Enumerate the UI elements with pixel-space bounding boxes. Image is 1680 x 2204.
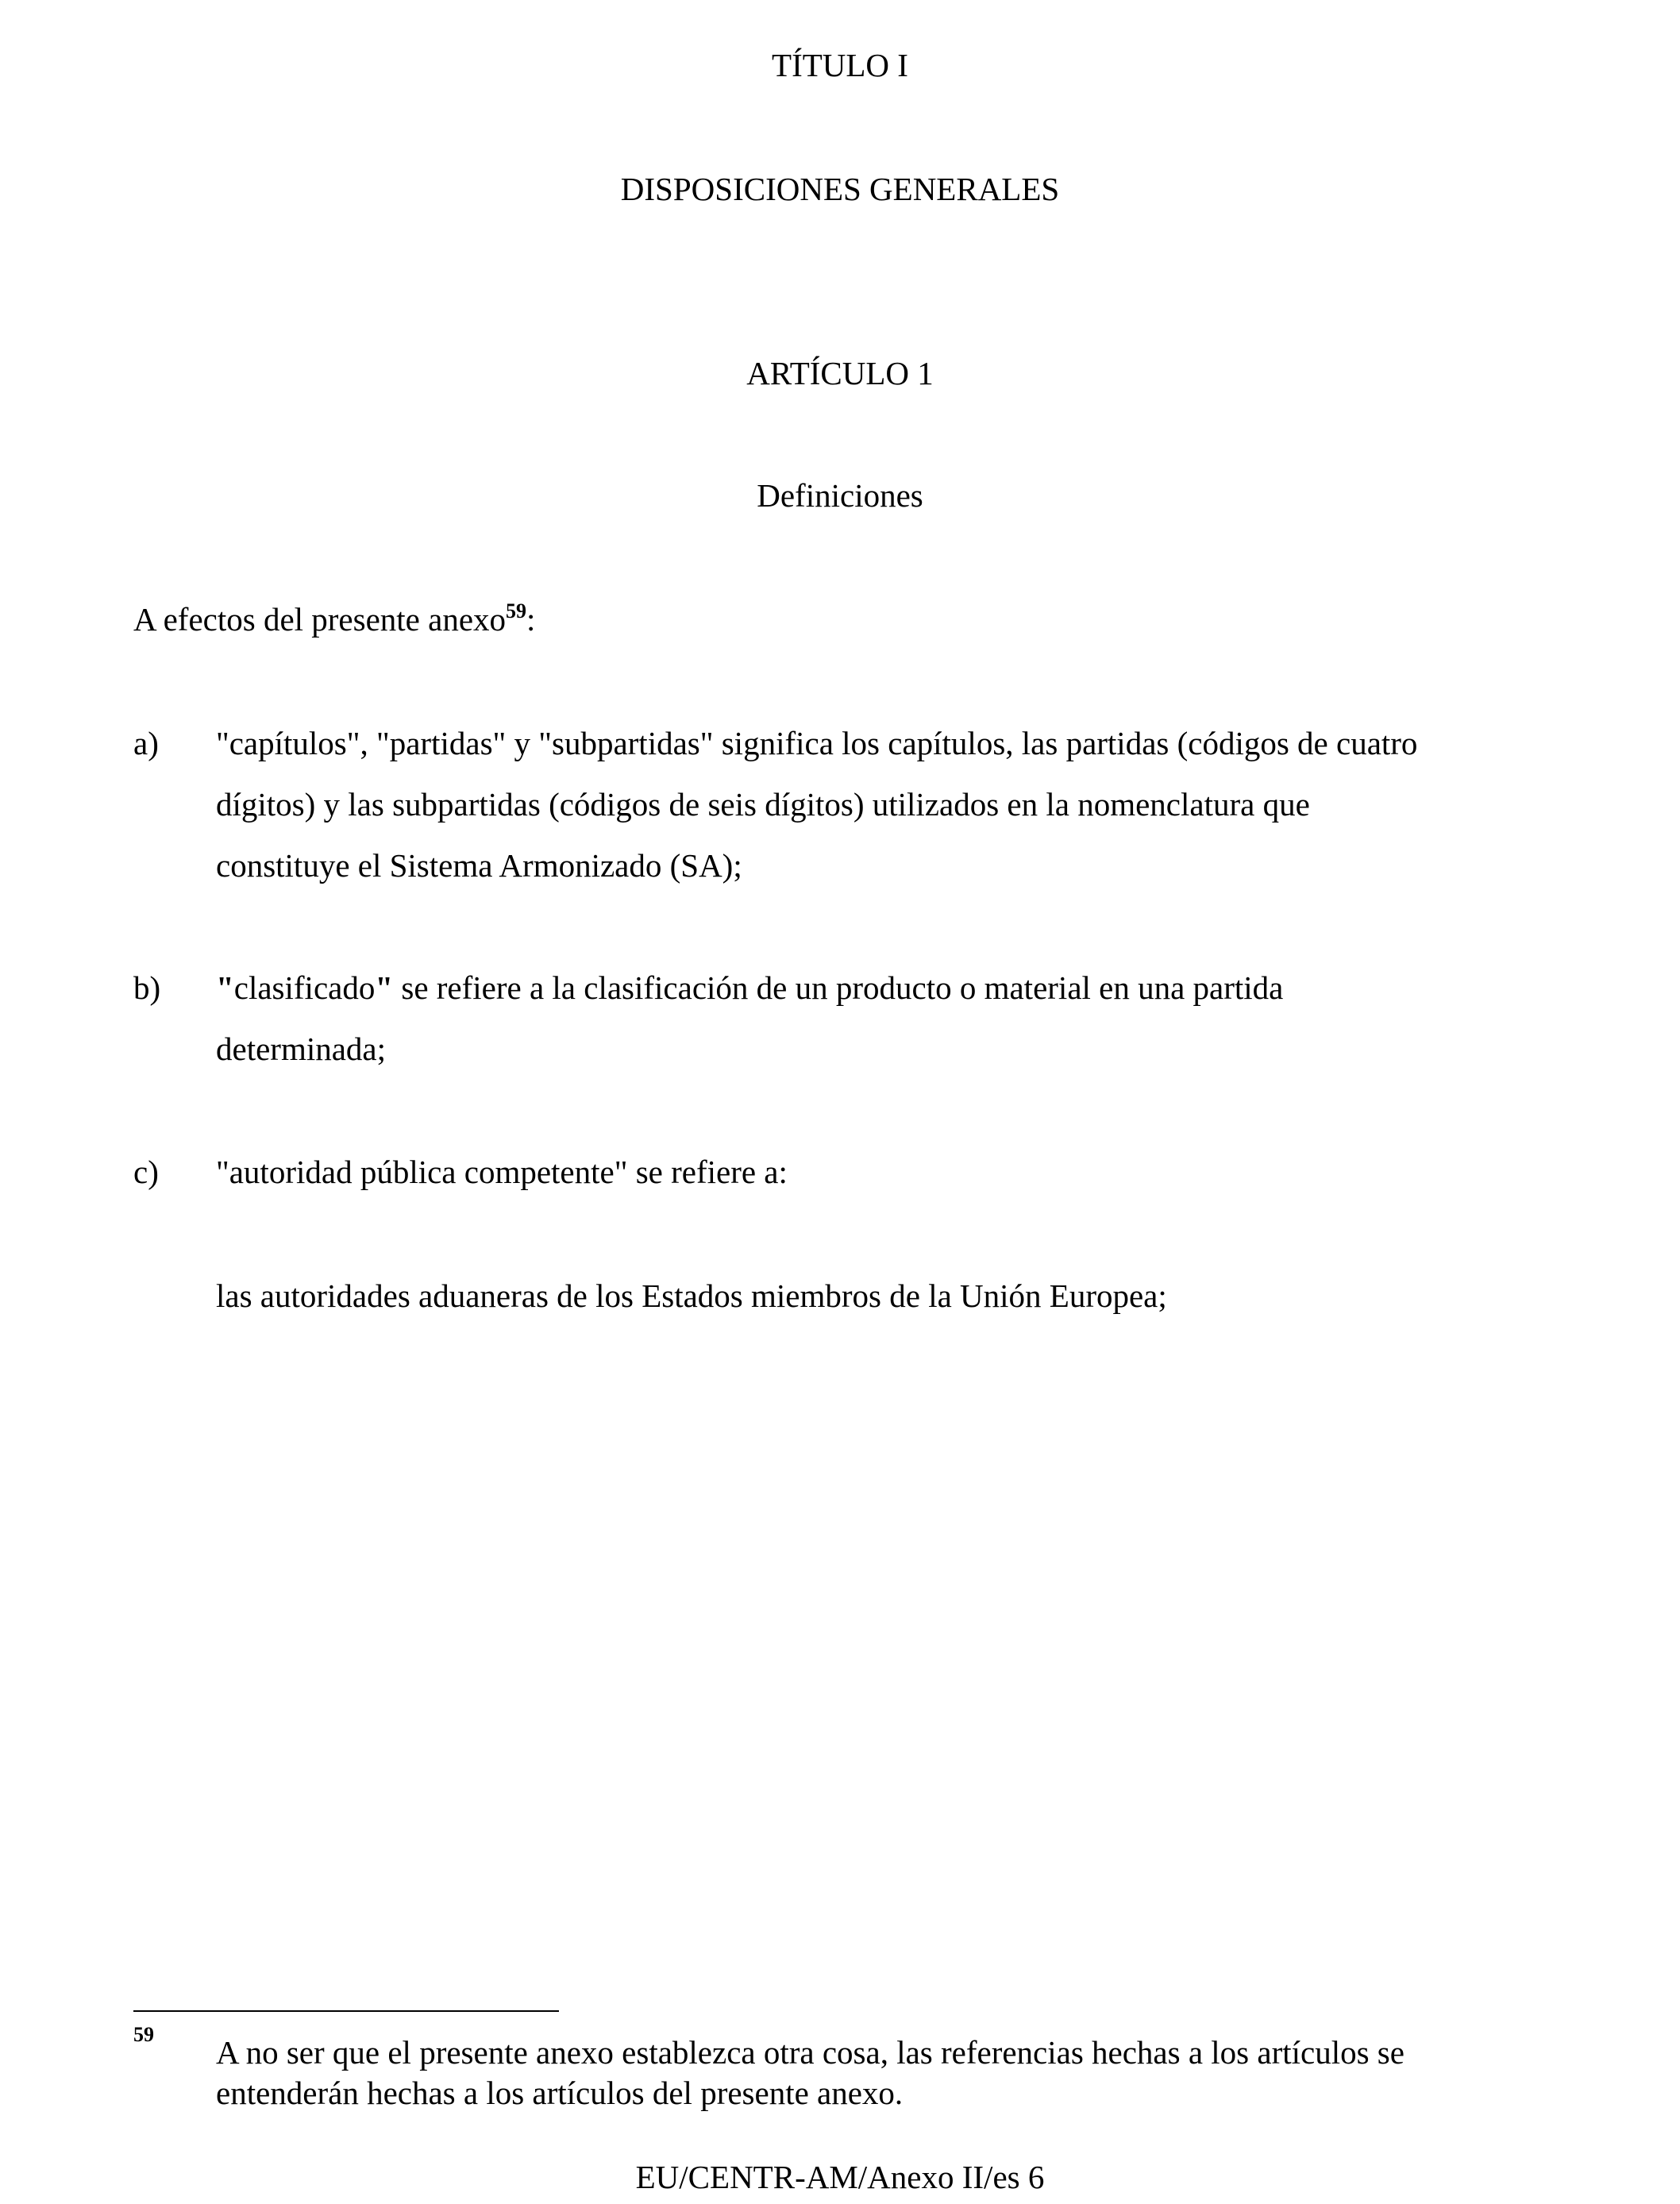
intro-text: A efectos del presente anexo: [133, 601, 507, 638]
item-a-text: [216, 713, 1566, 896]
title-heading: TÍTULO I: [772, 47, 908, 83]
item-a-line-2: dígitos) y las subpartidas (códigos de seis dígitos) utilizados en la nomenclatura que: [216, 786, 1310, 823]
article-name: Definiciones: [757, 477, 923, 514]
item-a-line-1: "capítulos", "partidas" y "subpartidas" significa los capítulos, las partidas (códigos de cuatro: [216, 725, 1418, 761]
footnote-reference[interactable]: 59: [506, 599, 527, 622]
item-a-line-3: constituye el Sistema Armonizado (SA);: [216, 847, 742, 884]
item-b-label: b): [133, 969, 161, 1006]
footnote-separator: [133, 2010, 559, 2012]
title-name: DISPOSICIONES GENERALES: [620, 171, 1060, 207]
item-a-label: a): [133, 725, 159, 761]
footnote-line-2: entenderán hechas a los artículos del presente anexo.: [216, 2075, 904, 2111]
item-b-open-quote: ": [216, 969, 234, 1006]
page-footer-reference: EU/CENTR-AM/Anexo II/es 6: [635, 2159, 1045, 2195]
intro-paragraph: [133, 599, 535, 645]
item-b-line-1-rest: se refiere a la clasificación de un producto o material en una partida: [393, 969, 1284, 1006]
intro-suffix: :: [526, 601, 536, 638]
item-b-text: [216, 958, 1566, 1080]
footnote-text: [216, 2033, 1582, 2113]
footnote-line-1: A no ser que el presente anexo establezca otra cosa, las referencias hechas a los artículos se: [216, 2034, 1404, 2071]
item-c-label: c): [133, 1154, 159, 1190]
item-b-close-quote: ": [375, 969, 394, 1006]
article-heading: ARTÍCULO 1: [746, 355, 934, 391]
item-b-line-1: [216, 958, 1566, 1019]
item-b-line-2: determinada;: [216, 1031, 387, 1067]
footnote-number: 59: [133, 2023, 154, 2046]
item-c-line-1: "autoridad pública competente" se refiere a:: [216, 1154, 788, 1190]
item-c-sub: las autoridades aduaneras de los Estados miembros de la Unión Europea;: [216, 1277, 1167, 1314]
item-b-term: clasificado: [233, 969, 376, 1006]
